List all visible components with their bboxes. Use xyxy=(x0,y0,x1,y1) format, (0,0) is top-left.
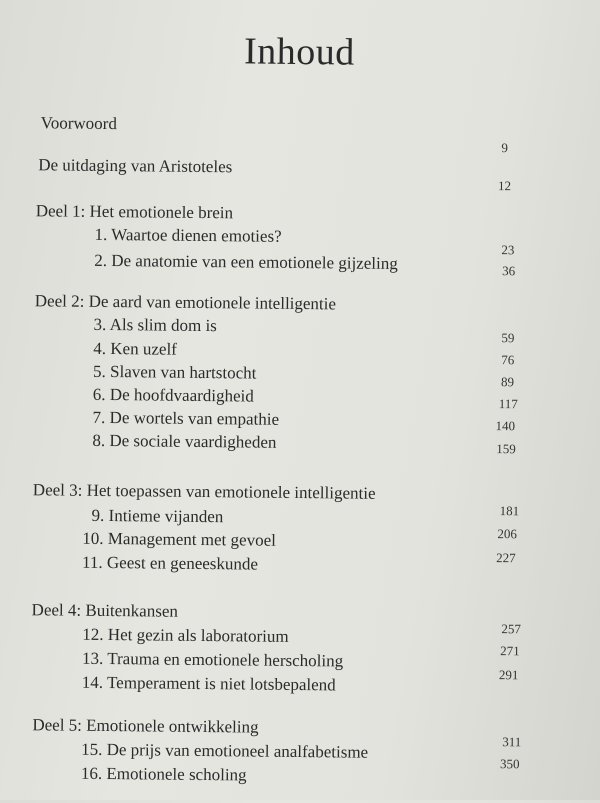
toc-chapter: 8. De sociale vaardigheden xyxy=(92,430,277,452)
toc-page-number: 181 xyxy=(499,503,520,519)
toc-chapter: 1. Waartoe dienen emoties? xyxy=(94,224,282,246)
toc-page-number: 9 xyxy=(501,140,509,156)
toc-chapter: 14. Temperament is niet lotsbepalend xyxy=(81,672,336,695)
toc-part-heading: Deel 4: Buitenkansen xyxy=(31,600,179,621)
toc-page-number: 76 xyxy=(501,352,515,368)
toc-entry-uitdaging: De uitdaging van Aristoteles xyxy=(38,155,233,177)
toc-chapter: 11. Geest en geneeskunde xyxy=(82,552,259,574)
toc-page-number: 36 xyxy=(502,263,516,279)
toc-page-number: 350 xyxy=(499,756,520,772)
toc-entry-voorwoord: Voorwoord xyxy=(40,113,117,134)
toc-page-number: 291 xyxy=(498,667,519,683)
toc-chapter: 12. Het gezin als laboratorium xyxy=(82,624,289,646)
toc-chapter: 6. De hoofdvaardigheid xyxy=(92,384,254,406)
toc-chapter: 15. De prijs van emotioneel analfabetisme xyxy=(81,739,369,762)
toc-chapter: 10. Management met gevoel xyxy=(82,528,277,550)
toc-page-number: 257 xyxy=(501,621,522,637)
toc-chapter: 13. Trauma en emotionele herscholing xyxy=(81,648,344,671)
toc-part-heading: Deel 3: Het toepassen van emotionele intelligentie xyxy=(32,480,376,503)
toc-page-number: 59 xyxy=(501,330,515,346)
toc-page-number: 89 xyxy=(500,374,515,390)
toc-chapter: 2. De anatomie van een emotionele gijzeling xyxy=(94,250,398,274)
toc-chapter: 16. Emotionele scholing xyxy=(80,763,247,785)
toc-page-number: 227 xyxy=(496,550,516,566)
toc-part-heading: Deel 1: Het emotionele brein xyxy=(35,201,234,223)
toc-page-number: 140 xyxy=(495,418,516,434)
toc-part-heading: Deel 2: De aard van emotionele intelligentie xyxy=(34,291,337,314)
toc-page-number: 159 xyxy=(496,441,516,457)
toc-page-number: 117 xyxy=(498,396,518,412)
toc-chapter: 3. Als slim dom is xyxy=(93,314,217,336)
toc-page-number: 12 xyxy=(497,178,512,194)
toc-chapter: 5. Slaven van hartstocht xyxy=(93,361,257,383)
toc-chapter: 4. Ken uzelf xyxy=(93,338,177,359)
page-title: Inhoud xyxy=(243,30,356,74)
toc-chapter: 7. De wortels van empathie xyxy=(92,407,280,429)
toc-page-number: 206 xyxy=(497,526,518,542)
toc-page-number: 23 xyxy=(501,242,515,258)
toc-chapter: 9. Intieme vijanden xyxy=(91,505,224,527)
toc-page-number: 271 xyxy=(500,643,520,659)
toc-part-heading: Deel 5: Emotionele ontwikkeling xyxy=(32,715,259,737)
toc-page-number: 311 xyxy=(502,734,522,750)
